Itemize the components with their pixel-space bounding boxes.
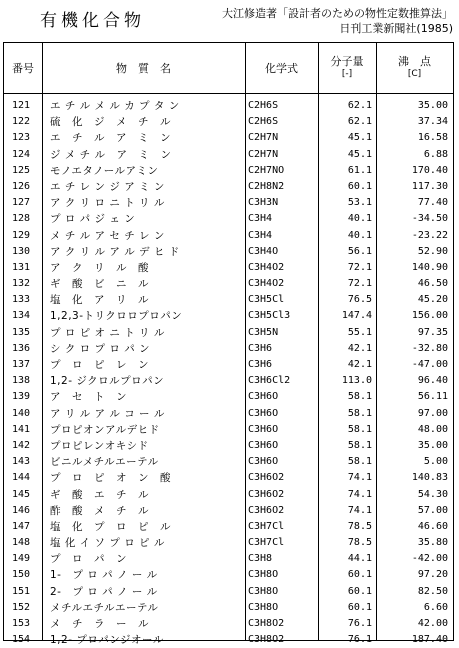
cell-name: ギ 酸 エ チ ル — [50, 488, 149, 501]
cell-boiling-point: 170.40 — [411, 164, 448, 176]
cell-name: ア ク リ ル 酸 — [50, 261, 149, 274]
cell-no: 153 — [12, 618, 31, 629]
table-row — [4, 244, 453, 260]
cell-boiling-point: 187.40 — [411, 634, 448, 646]
source-citation — [203, 6, 453, 36]
cell-boiling-point: 48.00 — [417, 423, 448, 435]
cell-molecular-weight: 74.1 — [347, 472, 372, 484]
cell-molecular-weight: 78.5 — [347, 520, 372, 532]
cell-boiling-point: 37.34 — [417, 116, 448, 128]
column-header-bp-label: 沸 点 — [398, 55, 431, 68]
cell-formula: C2H7N — [248, 132, 279, 144]
cell-no: 128 — [12, 213, 31, 225]
cell-no: 148 — [12, 537, 31, 549]
cell-name: プ ロ パ ジ ェ ン — [50, 213, 136, 226]
cell-name: 塩 化 イ ソ プ ロ ピ ル — [50, 537, 165, 550]
cell-boiling-point: 117.30 — [411, 180, 448, 192]
cell-name: エ チ ル ア ミ ン — [50, 132, 171, 145]
cell-boiling-point: 35.80 — [417, 537, 448, 549]
cell-molecular-weight: 60.1 — [347, 585, 372, 597]
header-divider — [4, 93, 453, 94]
cell-molecular-weight: 61.1 — [347, 164, 372, 176]
table-row — [4, 616, 453, 632]
cell-no: 143 — [12, 456, 31, 468]
cell-no: 126 — [12, 180, 31, 192]
cell-boiling-point: 52.90 — [417, 245, 448, 257]
cell-name: 塩 化 プ ロ ピ ル — [50, 520, 171, 533]
cell-no: 123 — [12, 132, 31, 144]
cell-molecular-weight: 45.1 — [347, 148, 372, 160]
table-row — [4, 147, 453, 163]
cell-name: 塩 化 ア リ ル — [50, 294, 149, 307]
cell-boiling-point: 77.40 — [417, 197, 448, 209]
cell-boiling-point: 96.40 — [417, 375, 448, 387]
cell-molecular-weight: 58.1 — [347, 391, 372, 403]
column-header-mw-label: 分子量 — [330, 55, 364, 68]
cell-molecular-weight: 55.1 — [347, 326, 372, 338]
cell-no: 150 — [12, 569, 31, 581]
cell-no: 154 — [12, 634, 31, 646]
table-row — [4, 632, 453, 648]
cell-name: 酢 酸 メ チ ル — [50, 504, 149, 517]
cell-formula: C3H6O2 — [248, 488, 285, 500]
cell-molecular-weight: 44.1 — [347, 553, 372, 565]
table-row — [4, 130, 453, 146]
cell-formula: C3H4O — [248, 245, 279, 257]
page-title: 有機化合物 — [40, 11, 145, 31]
cell-boiling-point: 6.60 — [423, 601, 448, 613]
cell-no: 125 — [12, 164, 31, 176]
cell-boiling-point: 97.20 — [417, 569, 448, 581]
cell-boiling-point: 97.00 — [417, 407, 448, 419]
cell-boiling-point: -34.50 — [411, 213, 448, 225]
table-row — [4, 276, 453, 292]
cell-molecular-weight: 42.1 — [347, 359, 372, 370]
table-row — [4, 211, 453, 227]
cell-name: ギ 酸 ビ ニ ル — [50, 278, 149, 291]
cell-no: 147 — [12, 520, 31, 532]
cell-formula: C3H6O — [248, 423, 279, 435]
cell-formula: C3H4O2 — [248, 278, 285, 290]
cell-formula: C3H4 — [248, 229, 273, 241]
cell-boiling-point: 54.30 — [417, 488, 448, 500]
cell-molecular-weight: 53.1 — [347, 197, 372, 209]
cell-molecular-weight: 56.1 — [347, 245, 372, 257]
cell-no: 134 — [12, 310, 31, 322]
cell-boiling-point: -47.00 — [411, 359, 448, 370]
cell-molecular-weight: 62.1 — [347, 100, 372, 111]
cell-name: ア ク リ ル ア ル デ ヒ ド — [50, 245, 180, 258]
cell-boiling-point: 97.35 — [417, 326, 448, 338]
cell-molecular-weight: 42.1 — [347, 342, 372, 354]
cell-molecular-weight: 78.5 — [347, 537, 372, 549]
table-row — [4, 98, 453, 114]
cell-name: プ ロ ピ レ ン — [50, 359, 149, 371]
cell-formula: C3H8O2 — [248, 634, 285, 646]
cell-formula: C2H8N2 — [248, 180, 285, 192]
cell-no: 151 — [12, 585, 31, 597]
cell-molecular-weight: 76.1 — [347, 634, 372, 646]
cell-formula: C3H3N — [248, 197, 279, 209]
cell-no: 121 — [12, 100, 31, 111]
cell-formula: C3H6O2 — [248, 504, 285, 516]
cell-no: 149 — [12, 553, 31, 565]
cell-boiling-point: -23.22 — [411, 229, 448, 241]
table-row — [4, 503, 453, 519]
cell-formula: C3H8O — [248, 585, 279, 597]
cell-no: 127 — [12, 197, 31, 209]
cell-name: シ ク ロ プ ロ パ ン — [50, 342, 151, 355]
cell-formula: C3H6 — [248, 342, 273, 354]
table-row — [4, 357, 453, 373]
table-row — [4, 584, 453, 600]
table-row — [4, 487, 453, 503]
cell-no: 136 — [12, 342, 31, 354]
table-row — [4, 341, 453, 357]
cell-name: ア リ ル ア ル コ ー ル — [50, 407, 165, 420]
source-line-2: 日刊工業新聞社(1985) — [339, 22, 453, 35]
cell-name: ジ メ チ ル ア ミ ン — [50, 148, 172, 161]
cell-name: 1,2- ジクロルプロパン — [50, 375, 165, 388]
cell-boiling-point: 5.00 — [423, 456, 448, 468]
cell-molecular-weight: 58.1 — [347, 456, 372, 468]
cell-boiling-point: -32.80 — [411, 342, 448, 354]
cell-no: 124 — [12, 148, 31, 160]
table-row — [4, 308, 453, 324]
cell-no: 122 — [12, 116, 31, 128]
cell-molecular-weight: 45.1 — [347, 132, 372, 144]
cell-no: 138 — [12, 375, 31, 387]
cell-no: 144 — [12, 472, 31, 484]
cell-boiling-point: 46.60 — [417, 520, 448, 532]
cell-name: ビニルメチルエーテル — [50, 456, 159, 469]
table-row — [4, 454, 453, 470]
cell-molecular-weight: 60.1 — [347, 601, 372, 613]
data-table — [3, 42, 454, 647]
cell-name: プロピオンアルデヒド — [50, 423, 160, 436]
cell-boiling-point: 42.00 — [417, 618, 448, 629]
cell-name: 1,2- プロパンジオール — [50, 634, 164, 647]
cell-formula: C3H6Cl2 — [248, 375, 291, 387]
cell-molecular-weight: 60.1 — [347, 569, 372, 581]
cell-name: エ チ レ ン ジ ア ミ ン — [50, 180, 165, 193]
cell-formula: C3H6O — [248, 456, 279, 468]
cell-name: 硫 化 ジ メ チ ル — [50, 116, 171, 129]
cell-name: メ チ ル ア セ チ レ ン — [50, 229, 165, 242]
cell-formula: C3H8O — [248, 601, 279, 613]
table-row — [4, 567, 453, 583]
table-row — [4, 195, 453, 211]
cell-no: 135 — [12, 326, 31, 338]
cell-boiling-point: 16.58 — [417, 132, 448, 144]
cell-formula: C3H8O2 — [248, 618, 285, 629]
table-row — [4, 325, 453, 341]
cell-molecular-weight: 113.0 — [341, 375, 372, 387]
table-row — [4, 163, 453, 179]
table-row — [4, 228, 453, 244]
cell-boiling-point: 45.20 — [417, 294, 448, 306]
cell-no: 132 — [12, 278, 31, 290]
cell-molecular-weight: 147.4 — [341, 310, 372, 322]
table-row — [4, 114, 453, 130]
table-row — [4, 179, 453, 195]
cell-molecular-weight: 76.5 — [347, 294, 372, 306]
cell-boiling-point: 57.00 — [417, 504, 448, 516]
cell-molecular-weight: 40.1 — [347, 229, 372, 241]
table-row — [4, 292, 453, 308]
cell-boiling-point: 35.00 — [417, 439, 448, 451]
cell-name: プ ロ ピ オ ン 酸 — [50, 472, 171, 485]
cell-boiling-point: 35.00 — [417, 100, 448, 111]
cell-molecular-weight: 58.1 — [347, 423, 372, 435]
cell-name: プロピレンオキシド — [50, 439, 149, 452]
cell-boiling-point: 140.83 — [411, 472, 448, 484]
cell-formula: C3H7Cl — [248, 537, 285, 549]
cell-formula: C3H4O2 — [248, 261, 285, 273]
cell-formula: C2H6S — [248, 116, 279, 128]
table-row — [4, 600, 453, 616]
cell-formula: C2H7N — [248, 148, 279, 160]
cell-molecular-weight: 76.1 — [347, 618, 372, 629]
table-row — [4, 373, 453, 389]
cell-boiling-point: 46.50 — [417, 278, 448, 290]
cell-formula: C3H5Cl3 — [248, 310, 291, 322]
cell-no: 152 — [12, 601, 31, 613]
column-header-formula-label: 化学式 — [265, 61, 298, 75]
cell-formula: C3H6 — [248, 359, 273, 370]
table-row — [4, 438, 453, 454]
cell-formula: C2H6S — [248, 100, 279, 111]
cell-name: メ チ ラ ー ル — [50, 618, 149, 630]
cell-no: 145 — [12, 488, 31, 500]
cell-name: ア ク リ ロ ニ ト リ ル — [50, 197, 165, 210]
column-header-no-label: 番号 — [12, 61, 34, 75]
cell-name: 2- プ ロ パ ノ ー ル — [50, 585, 158, 598]
cell-no: 130 — [12, 245, 31, 257]
cell-molecular-weight: 72.1 — [347, 261, 372, 273]
cell-formula: C3H6O — [248, 407, 279, 419]
cell-name: 1,2,3-トリクロロプロパン — [50, 310, 183, 323]
column-header-mw-unit: [-] — [341, 69, 353, 79]
cell-molecular-weight: 74.1 — [347, 504, 372, 516]
column-header-mw — [318, 43, 376, 93]
source-line-1: 大江修造著「設計者のための物性定数推算法」 — [222, 7, 453, 20]
cell-boiling-point: 56.11 — [417, 391, 448, 403]
cell-molecular-weight: 72.1 — [347, 278, 372, 290]
cell-molecular-weight: 58.1 — [347, 439, 372, 451]
cell-molecular-weight: 40.1 — [347, 213, 372, 225]
cell-no: 129 — [12, 229, 31, 241]
table-row — [4, 389, 453, 405]
column-header-bp-unit: [C] — [407, 69, 422, 79]
column-header-name-label: 物 質 名 — [116, 61, 171, 75]
cell-no: 131 — [12, 261, 31, 273]
cell-name: プ ロ ピ オ ニ ト リ ル — [50, 326, 165, 339]
table-row — [4, 260, 453, 276]
table-row — [4, 470, 453, 486]
cell-molecular-weight: 62.1 — [347, 116, 372, 128]
cell-name: 1- プ ロ パ ノ ー ル — [50, 569, 158, 582]
table-row — [4, 551, 453, 567]
cell-no: 137 — [12, 359, 31, 370]
cell-no: 139 — [12, 391, 31, 403]
cell-molecular-weight: 74.1 — [347, 488, 372, 500]
column-header-name — [42, 43, 245, 93]
table-row — [4, 535, 453, 551]
table-row — [4, 406, 453, 422]
cell-name: メチルエチルエーテル — [50, 601, 159, 614]
cell-molecular-weight: 60.1 — [347, 180, 372, 192]
cell-boiling-point: -42.00 — [411, 553, 448, 565]
cell-name: ア セ ト ン — [50, 391, 127, 404]
cell-no: 141 — [12, 423, 31, 435]
cell-formula: C3H4 — [248, 213, 273, 225]
cell-formula: C2H7NO — [248, 164, 285, 176]
cell-boiling-point: 6.88 — [423, 148, 448, 160]
cell-boiling-point: 82.50 — [417, 585, 448, 597]
cell-no: 133 — [12, 294, 31, 306]
column-header-bp — [376, 43, 453, 93]
cell-formula: C3H6O — [248, 391, 279, 403]
cell-formula: C3H7Cl — [248, 520, 285, 532]
cell-name: モノエタノールアミン — [50, 164, 159, 177]
column-header-formula — [245, 43, 318, 93]
cell-name: プ ロ パ ン — [50, 553, 127, 566]
cell-formula: C3H8 — [248, 553, 273, 565]
cell-boiling-point: 156.00 — [411, 310, 448, 322]
cell-formula: C3H6O2 — [248, 472, 285, 484]
cell-name: エ チ ル メ ル カ プ タ ン — [50, 100, 180, 112]
table-row — [4, 422, 453, 438]
cell-molecular-weight: 58.1 — [347, 407, 372, 419]
table-body — [4, 98, 453, 648]
cell-no: 142 — [12, 439, 31, 451]
cell-no: 146 — [12, 504, 31, 516]
cell-formula: C3H8O — [248, 569, 279, 581]
cell-formula: C3H6O — [248, 439, 279, 451]
cell-no: 140 — [12, 407, 31, 419]
cell-formula: C3H5N — [248, 326, 279, 338]
cell-formula: C3H5Cl — [248, 294, 285, 306]
column-header-no — [4, 43, 42, 93]
cell-boiling-point: 140.90 — [411, 261, 448, 273]
table-row — [4, 519, 453, 535]
